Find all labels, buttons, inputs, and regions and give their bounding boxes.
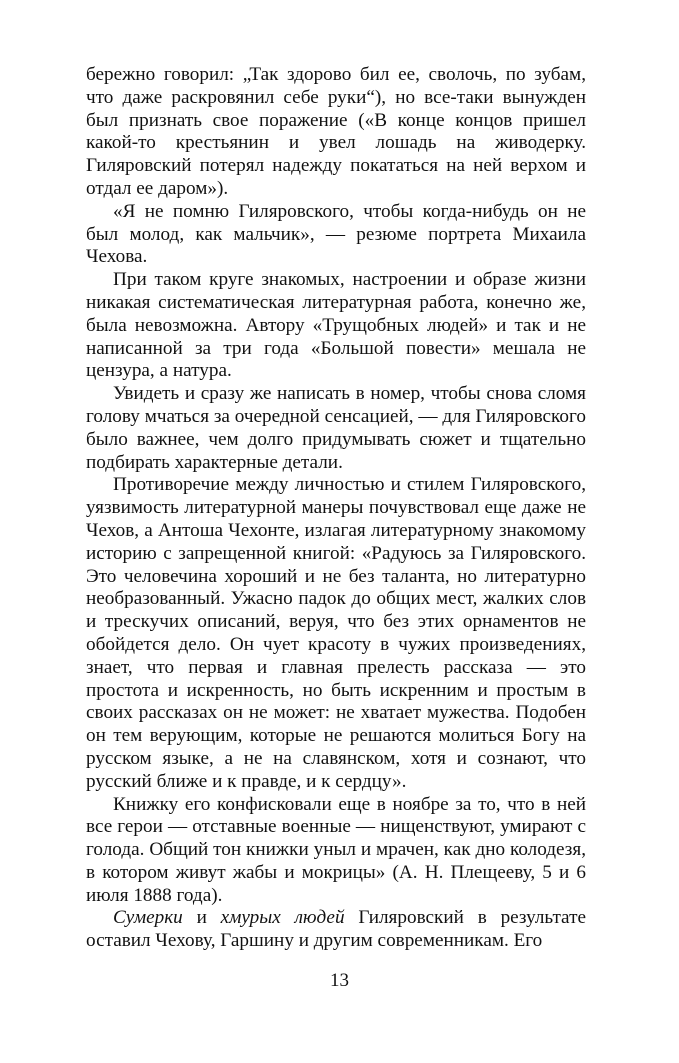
page-body <box>86 64 586 953</box>
paragraph-chekhonte-letter: Противоречие между личностью и стилем Гиляровского, уязвимость литературной манеры почувствовал еще даже не Чехов, а Антоша Чехонте, излагая литературному знакомому историю с запрещенной книгой: «Радуюсь за Гиляровского. Это человечина хороший и не без таланта, но литературно необразованный. Ужасно падок до общих мест, жалких слов и трескучих описаний, веруя, что без этих орнаментов не обойдется дело. Он чует красоту в чужих произведениях, знает, что первая и главная прелесть рассказа — это простота и искренность, но быть искренним и простым в своих рассказах он не может: не хватает мужества. Подобен он тем верующим, которые не решаются молиться Богу на русском языке, а не на славянском, хотя и сознают, что русский ближе и к правде, и к сердцу». <box>86 474 586 792</box>
paragraph-literary-work: При таком круге знакомых, настроении и образе жизни никакая систематическая литературная работа, конечно же, была невозможна. Автору «Трущобных людей» и так и не написанной за три года «Большой повести» мешала не цензура, а натура. <box>86 269 586 382</box>
italic-title-khmurykh-lyudei: хмурых людей <box>220 907 345 929</box>
italic-title-sumerki: Сумерки <box>113 907 183 929</box>
paragraph-text: Гиляровский в результате оставил Чехову, Гаршину и другим современникам. Его <box>86 907 586 952</box>
paragraph-book-confiscated: Книжку его конфисковали еще в ноябре за то, что в ней все герои — отставные военные — нищенствуют, умирают с голода. Общий тон книжки уныл и мрачен, как дно колодезя, в котором живут жабы и мокрицы» (А. Н. Плещееву, 5 и 6 июля 1888 года). <box>86 793 586 906</box>
paragraph-quote-mikhail-chekhov: «Я не помню Гиляровского, чтобы когда-нибудь он не был молод, как мальчик», — резюме портрета Михаила Чехова. <box>86 200 586 268</box>
page-number: 13 <box>330 970 349 991</box>
paragraph-twilight <box>86 907 586 953</box>
paragraph-text: и <box>182 907 221 929</box>
paragraph-continuation: бережно говорил: „Так здорово бил ее, сволочь, по зубам, что даже раскровянил себе руки“), но все-таки вынужден был признать свое поражение («В конце концов пришел какой-то крестьянин и увел лошадь на живодерку. Гиляровский потерял надежду покататься на ней верхом и отдал ее даром»). <box>86 64 586 199</box>
paragraph-sensation: Увидеть и сразу же написать в номер, чтобы снова сломя голову мчаться за очередной сенсацией, — для Гиляровского было важнее, чем долго придумывать сюжет и тщательно подбирать характерные детали. <box>86 383 586 473</box>
